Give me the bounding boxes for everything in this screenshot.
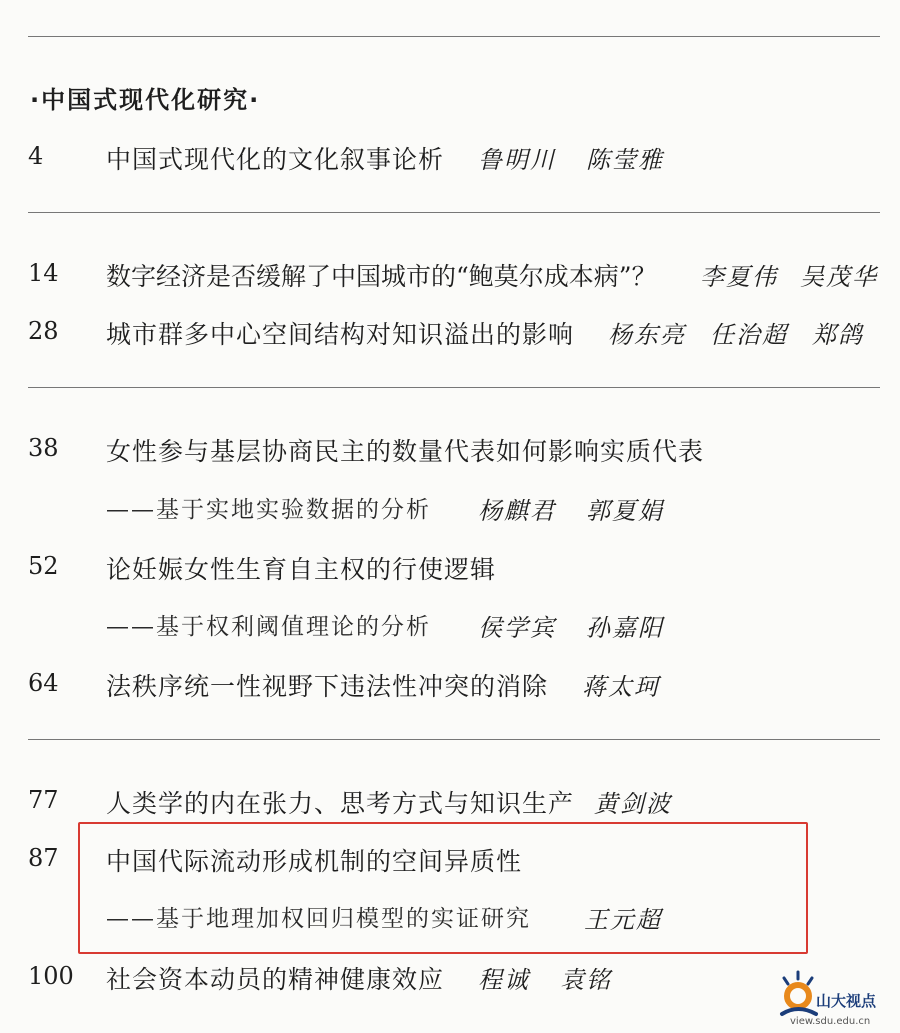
article-subtitle: ——基于权利阈值理论的分析 xyxy=(106,614,431,640)
author: 陈莹雅 xyxy=(586,146,664,174)
toc-entry[interactable] xyxy=(0,428,900,468)
author: 蒋太珂 xyxy=(582,673,660,701)
page-number: 77 xyxy=(28,786,59,814)
author: 黄剑波 xyxy=(594,790,672,818)
author: 吴茂华 xyxy=(800,263,878,291)
authors xyxy=(478,960,642,995)
section-title: ·中国式现代化研究· xyxy=(30,86,261,114)
article-title[interactable]: 论妊娠女性生育自主权的行使逻辑 xyxy=(106,555,497,584)
author: 王元超 xyxy=(584,906,662,934)
toc-entry[interactable] xyxy=(0,546,900,586)
article-subtitle: ——基于实地实验数据的分析 xyxy=(106,497,431,523)
article-title[interactable]: 社会资本动员的精神健康效应 xyxy=(106,965,445,994)
authors xyxy=(478,140,694,175)
author: 侯学宾 xyxy=(478,614,556,642)
page-number: 4 xyxy=(28,142,44,170)
toc-entry[interactable] xyxy=(0,253,900,293)
page-number: 87 xyxy=(28,844,59,872)
article-title[interactable]: 女性参与基层协商民主的数量代表如何影响实质代表 xyxy=(106,437,705,466)
author: 程诚 xyxy=(478,966,530,994)
toc-entry[interactable] xyxy=(0,780,900,820)
article-title[interactable]: 数字经济是否缓解了中国城市的“鲍莫尔成本病”？ xyxy=(106,262,657,291)
authors xyxy=(582,667,690,702)
rule-divider xyxy=(28,212,880,213)
page-number: 28 xyxy=(28,317,59,345)
authors xyxy=(594,784,702,819)
toc-entry-subline xyxy=(0,487,900,527)
page-number: 100 xyxy=(28,962,74,990)
page-number: 14 xyxy=(28,259,59,287)
toc-entry[interactable] xyxy=(0,311,900,351)
rule-divider xyxy=(28,387,880,388)
watermark-logo xyxy=(778,966,898,1032)
rule-divider xyxy=(28,739,880,740)
article-title[interactable]: 中国代际流动形成机制的空间异质性 xyxy=(106,847,523,876)
article-title[interactable]: 人类学的内在张力、思考方式与知识生产 xyxy=(106,789,575,818)
article-subtitle: ——基于地理加权回归模型的实证研究 xyxy=(106,906,531,932)
author: 杨麒君 xyxy=(478,497,556,525)
page-number: 64 xyxy=(28,669,59,697)
authors xyxy=(700,257,878,292)
watermark-name: 山大视点 xyxy=(816,992,877,1010)
article-title[interactable]: 中国式现代化的文化叙事论析 xyxy=(106,145,445,174)
author: 李夏伟 xyxy=(700,263,778,291)
author: 袁铭 xyxy=(560,966,612,994)
author: 任治超 xyxy=(710,321,788,349)
watermark-url: view.sdu.edu.cn xyxy=(790,1016,871,1027)
authors xyxy=(478,608,694,643)
toc-entry[interactable] xyxy=(0,956,900,996)
rule-top xyxy=(28,36,880,37)
highlight-box xyxy=(78,822,808,954)
author: 孙嘉阳 xyxy=(586,614,664,642)
authors xyxy=(608,315,864,350)
toc-entry-subline xyxy=(0,604,900,644)
toc-entry[interactable] xyxy=(0,663,900,703)
author: 杨东亮 xyxy=(608,321,686,349)
toc-entry[interactable] xyxy=(0,136,900,176)
author: 郑鸽 xyxy=(812,321,864,349)
author: 鲁明川 xyxy=(478,146,556,174)
author: 郭夏娟 xyxy=(586,497,664,525)
article-title[interactable]: 法秩序统一性视野下违法性冲突的消除 xyxy=(106,672,549,701)
authors xyxy=(478,491,694,526)
page-number: 38 xyxy=(28,434,59,462)
article-title[interactable]: 城市群多中心空间结构对知识溢出的影响 xyxy=(106,320,575,349)
page-number: 52 xyxy=(28,552,59,580)
